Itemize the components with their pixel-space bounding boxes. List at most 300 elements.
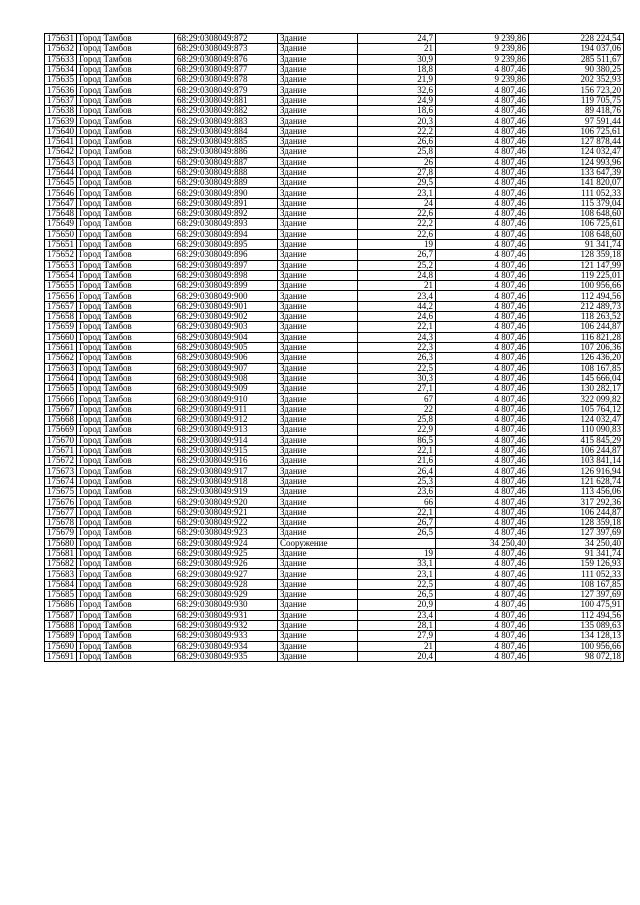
document-page [44, 33, 623, 662]
area-cell: 22,1 [358, 322, 436, 332]
cadastral-value-cell: 112 494,56 [529, 610, 624, 620]
locality-cell: Город Тамбов [77, 631, 175, 641]
table-row [45, 363, 624, 373]
specific-value-cell: 9 239,86 [436, 54, 529, 64]
row-number-cell: 175663 [45, 363, 77, 373]
row-number-cell: 175686 [45, 600, 77, 610]
area-cell: 86,5 [358, 435, 436, 445]
cadastral-value-cell: 118 263,52 [529, 312, 624, 322]
specific-value-cell: 4 807,46 [436, 631, 529, 641]
specific-value-cell: 4 807,46 [436, 301, 529, 311]
row-number-cell: 175667 [45, 404, 77, 414]
specific-value-cell: 4 807,46 [436, 507, 529, 517]
cadastral-number-cell: 68:29:0308049:923 [175, 528, 278, 538]
object-type-cell: Здание [278, 136, 358, 146]
locality-cell: Город Тамбов [77, 136, 175, 146]
cadastral-value-cell: 108 167,85 [529, 363, 624, 373]
cadastral-number-cell: 68:29:0308049:913 [175, 425, 278, 435]
locality-cell: Город Тамбов [77, 414, 175, 424]
cadastral-number-cell: 68:29:0308049:931 [175, 610, 278, 620]
object-type-cell: Здание [278, 620, 358, 630]
area-cell: 29,5 [358, 178, 436, 188]
cadastral-number-cell: 68:29:0308049:885 [175, 136, 278, 146]
table-row [45, 487, 624, 497]
cadastral-value-cell: 145 666,04 [529, 373, 624, 383]
object-type-cell: Здание [278, 342, 358, 352]
cadastral-number-cell: 68:29:0308049:884 [175, 126, 278, 136]
cadastral-value-cell: 111 052,33 [529, 188, 624, 198]
cadastral-number-cell: 68:29:0308049:926 [175, 559, 278, 569]
specific-value-cell: 4 807,46 [436, 404, 529, 414]
table-row [45, 353, 624, 363]
locality-cell: Город Тамбов [77, 435, 175, 445]
locality-cell: Город Тамбов [77, 445, 175, 455]
specific-value-cell: 4 807,46 [436, 136, 529, 146]
locality-cell: Город Тамбов [77, 54, 175, 64]
area-cell: 22 [358, 404, 436, 414]
cadastral-number-cell: 68:29:0308049:915 [175, 445, 278, 455]
object-type-cell: Здание [278, 54, 358, 64]
row-number-cell: 175652 [45, 250, 77, 260]
row-number-cell: 175647 [45, 198, 77, 208]
area-cell: 24,8 [358, 270, 436, 280]
row-number-cell: 175674 [45, 476, 77, 486]
row-number-cell: 175650 [45, 229, 77, 239]
object-type-cell: Здание [278, 209, 358, 219]
cadastral-value-table [44, 33, 624, 662]
row-number-cell: 175648 [45, 209, 77, 219]
cadastral-number-cell: 68:29:0308049:929 [175, 590, 278, 600]
specific-value-cell: 4 807,46 [436, 126, 529, 136]
object-type-cell: Здание [278, 507, 358, 517]
cadastral-value-cell: 156 723,20 [529, 85, 624, 95]
cadastral-value-cell: 106 244,87 [529, 507, 624, 517]
locality-cell: Город Тамбов [77, 312, 175, 322]
cadastral-number-cell: 68:29:0308049:927 [175, 569, 278, 579]
row-number-cell: 175662 [45, 353, 77, 363]
cadastral-number-cell: 68:29:0308049:910 [175, 394, 278, 404]
cadastral-number-cell: 68:29:0308049:924 [175, 538, 278, 548]
locality-cell: Город Тамбов [77, 610, 175, 620]
specific-value-cell: 4 807,46 [436, 64, 529, 74]
table-row [45, 75, 624, 85]
locality-cell: Город Тамбов [77, 517, 175, 527]
area-cell: 23,4 [358, 291, 436, 301]
table-row [45, 34, 624, 44]
cadastral-value-cell: 116 821,28 [529, 332, 624, 342]
locality-cell: Город Тамбов [77, 404, 175, 414]
cadastral-number-cell: 68:29:0308049:921 [175, 507, 278, 517]
cadastral-value-cell: 124 032,47 [529, 414, 624, 424]
row-number-cell: 175672 [45, 456, 77, 466]
specific-value-cell: 4 807,46 [436, 147, 529, 157]
object-type-cell: Здание [278, 270, 358, 280]
table-row [45, 95, 624, 105]
specific-value-cell: 4 807,46 [436, 188, 529, 198]
cadastral-value-cell: 100 956,66 [529, 281, 624, 291]
area-cell: 26,5 [358, 590, 436, 600]
table-row [45, 44, 624, 54]
row-number-cell: 175640 [45, 126, 77, 136]
object-type-cell: Здание [278, 579, 358, 589]
area-cell: 24 [358, 198, 436, 208]
locality-cell: Город Тамбов [77, 126, 175, 136]
specific-value-cell: 4 807,46 [436, 219, 529, 229]
locality-cell: Город Тамбов [77, 157, 175, 167]
specific-value-cell: 4 807,46 [436, 590, 529, 600]
cadastral-value-cell: 121 628,74 [529, 476, 624, 486]
area-cell: 21,6 [358, 456, 436, 466]
row-number-cell: 175643 [45, 157, 77, 167]
cadastral-number-cell: 68:29:0308049:876 [175, 54, 278, 64]
area-cell: 23,4 [358, 610, 436, 620]
area-cell: 26,7 [358, 250, 436, 260]
object-type-cell: Здание [278, 85, 358, 95]
row-number-cell: 175633 [45, 54, 77, 64]
table-row [45, 507, 624, 517]
area-cell: 30,9 [358, 54, 436, 64]
object-type-cell: Здание [278, 384, 358, 394]
locality-cell: Город Тамбов [77, 250, 175, 260]
row-number-cell: 175632 [45, 44, 77, 54]
specific-value-cell: 4 807,46 [436, 559, 529, 569]
cadastral-value-cell: 90 380,25 [529, 64, 624, 74]
specific-value-cell: 4 807,46 [436, 487, 529, 497]
specific-value-cell: 4 807,46 [436, 456, 529, 466]
locality-cell: Город Тамбов [77, 34, 175, 44]
locality-cell: Город Тамбов [77, 116, 175, 126]
cadastral-value-cell: 317 292,36 [529, 497, 624, 507]
object-type-cell: Здание [278, 219, 358, 229]
area-cell: 32,6 [358, 85, 436, 95]
table-row [45, 167, 624, 177]
object-type-cell: Здание [278, 353, 358, 363]
object-type-cell: Здание [278, 178, 358, 188]
specific-value-cell: 4 807,46 [436, 445, 529, 455]
object-type-cell: Здание [278, 497, 358, 507]
object-type-cell: Здание [278, 548, 358, 558]
locality-cell: Город Тамбов [77, 167, 175, 177]
table-row [45, 404, 624, 414]
area-cell: 30,3 [358, 373, 436, 383]
table-row [45, 198, 624, 208]
specific-value-cell: 4 807,46 [436, 342, 529, 352]
cadastral-value-cell: 107 206,36 [529, 342, 624, 352]
object-type-cell: Здание [278, 126, 358, 136]
row-number-cell: 175642 [45, 147, 77, 157]
specific-value-cell: 4 807,46 [436, 312, 529, 322]
table-body [45, 34, 624, 662]
cadastral-number-cell: 68:29:0308049:886 [175, 147, 278, 157]
cadastral-value-cell: 322 099,82 [529, 394, 624, 404]
row-number-cell: 175659 [45, 322, 77, 332]
table-row [45, 342, 624, 352]
specific-value-cell: 4 807,46 [436, 332, 529, 342]
cadastral-value-cell: 127 397,69 [529, 528, 624, 538]
object-type-cell: Здание [278, 322, 358, 332]
cadastral-number-cell: 68:29:0308049:912 [175, 414, 278, 424]
table-row [45, 620, 624, 630]
cadastral-value-cell: 115 379,04 [529, 198, 624, 208]
row-number-cell: 175636 [45, 85, 77, 95]
row-number-cell: 175675 [45, 487, 77, 497]
area-cell: 21 [358, 641, 436, 651]
specific-value-cell: 4 807,46 [436, 373, 529, 383]
row-number-cell: 175665 [45, 384, 77, 394]
cadastral-number-cell: 68:29:0308049:891 [175, 198, 278, 208]
area-cell: 22,2 [358, 219, 436, 229]
cadastral-number-cell: 68:29:0308049:922 [175, 517, 278, 527]
cadastral-number-cell: 68:29:0308049:925 [175, 548, 278, 558]
specific-value-cell: 4 807,46 [436, 600, 529, 610]
object-type-cell: Сооружение [278, 538, 358, 548]
table-row [45, 590, 624, 600]
table-row [45, 610, 624, 620]
cadastral-value-cell: 113 456,06 [529, 487, 624, 497]
table-row [45, 517, 624, 527]
cadastral-value-cell: 100 475,91 [529, 600, 624, 610]
locality-cell: Город Тамбов [77, 64, 175, 74]
object-type-cell: Здание [278, 559, 358, 569]
cadastral-number-cell: 68:29:0308049:882 [175, 106, 278, 116]
cadastral-number-cell: 68:29:0308049:889 [175, 178, 278, 188]
object-type-cell: Здание [278, 106, 358, 116]
area-cell: 44,2 [358, 301, 436, 311]
cadastral-number-cell: 68:29:0308049:898 [175, 270, 278, 280]
locality-cell: Город Тамбов [77, 332, 175, 342]
area-cell: 18,8 [358, 64, 436, 74]
table-row [45, 548, 624, 558]
object-type-cell: Здание [278, 291, 358, 301]
table-row [45, 209, 624, 219]
cadastral-number-cell: 68:29:0308049:881 [175, 95, 278, 105]
object-type-cell: Здание [278, 281, 358, 291]
area-cell: 24,9 [358, 95, 436, 105]
cadastral-number-cell: 68:29:0308049:883 [175, 116, 278, 126]
cadastral-number-cell: 68:29:0308049:901 [175, 301, 278, 311]
cadastral-value-cell: 119 225,01 [529, 270, 624, 280]
specific-value-cell: 4 807,46 [436, 281, 529, 291]
cadastral-value-cell: 285 511,67 [529, 54, 624, 64]
table-row [45, 250, 624, 260]
object-type-cell: Здание [278, 64, 358, 74]
specific-value-cell: 9 239,86 [436, 44, 529, 54]
locality-cell: Город Тамбов [77, 384, 175, 394]
locality-cell: Город Тамбов [77, 538, 175, 548]
area-cell: 23,1 [358, 569, 436, 579]
area-cell: 27,9 [358, 631, 436, 641]
cadastral-value-cell: 121 147,99 [529, 260, 624, 270]
locality-cell: Город Тамбов [77, 178, 175, 188]
object-type-cell: Здание [278, 198, 358, 208]
row-number-cell: 175641 [45, 136, 77, 146]
locality-cell: Город Тамбов [77, 641, 175, 651]
table-row [45, 147, 624, 157]
row-number-cell: 175676 [45, 497, 77, 507]
row-number-cell: 175658 [45, 312, 77, 322]
locality-cell: Город Тамбов [77, 353, 175, 363]
cadastral-value-cell: 106 725,61 [529, 126, 624, 136]
object-type-cell: Здание [278, 425, 358, 435]
table-row [45, 569, 624, 579]
cadastral-number-cell: 68:29:0308049:872 [175, 34, 278, 44]
cadastral-number-cell: 68:29:0308049:894 [175, 229, 278, 239]
object-type-cell: Здание [278, 414, 358, 424]
cadastral-number-cell: 68:29:0308049:899 [175, 281, 278, 291]
table-row [45, 394, 624, 404]
cadastral-number-cell: 68:29:0308049:904 [175, 332, 278, 342]
specific-value-cell: 4 807,46 [436, 229, 529, 239]
specific-value-cell: 4 807,46 [436, 569, 529, 579]
locality-cell: Город Тамбов [77, 425, 175, 435]
object-type-cell: Здание [278, 569, 358, 579]
table-row [45, 641, 624, 651]
row-number-cell: 175646 [45, 188, 77, 198]
cadastral-number-cell: 68:29:0308049:928 [175, 579, 278, 589]
row-number-cell: 175635 [45, 75, 77, 85]
table-row [45, 270, 624, 280]
cadastral-number-cell: 68:29:0308049:878 [175, 75, 278, 85]
area-cell: 20,4 [358, 651, 436, 661]
area-cell: 26,4 [358, 466, 436, 476]
locality-cell: Город Тамбов [77, 95, 175, 105]
locality-cell: Город Тамбов [77, 620, 175, 630]
area-cell [358, 538, 436, 548]
specific-value-cell: 4 807,46 [436, 198, 529, 208]
locality-cell: Город Тамбов [77, 229, 175, 239]
specific-value-cell: 4 807,46 [436, 239, 529, 249]
cadastral-value-cell: 108 648,60 [529, 209, 624, 219]
row-number-cell: 175654 [45, 270, 77, 280]
locality-cell: Город Тамбов [77, 394, 175, 404]
locality-cell: Город Тамбов [77, 219, 175, 229]
table-row [45, 116, 624, 126]
cadastral-number-cell: 68:29:0308049:919 [175, 487, 278, 497]
cadastral-value-cell: 228 224,54 [529, 34, 624, 44]
table-row [45, 435, 624, 445]
table-row [45, 85, 624, 95]
row-number-cell: 175637 [45, 95, 77, 105]
area-cell: 26,7 [358, 517, 436, 527]
row-number-cell: 175681 [45, 548, 77, 558]
row-number-cell: 175683 [45, 569, 77, 579]
table-row [45, 579, 624, 589]
table-row [45, 651, 624, 661]
specific-value-cell: 4 807,46 [436, 517, 529, 527]
cadastral-number-cell: 68:29:0308049:890 [175, 188, 278, 198]
area-cell: 67 [358, 394, 436, 404]
specific-value-cell: 4 807,46 [436, 466, 529, 476]
object-type-cell: Здание [278, 34, 358, 44]
area-cell: 22,3 [358, 342, 436, 352]
table-row [45, 538, 624, 548]
locality-cell: Город Тамбов [77, 291, 175, 301]
cadastral-number-cell: 68:29:0308049:933 [175, 631, 278, 641]
table-row [45, 425, 624, 435]
row-number-cell: 175645 [45, 178, 77, 188]
locality-cell: Город Тамбов [77, 600, 175, 610]
row-number-cell: 175673 [45, 466, 77, 476]
locality-cell: Город Тамбов [77, 188, 175, 198]
object-type-cell: Здание [278, 147, 358, 157]
table-row [45, 188, 624, 198]
area-cell: 26,6 [358, 136, 436, 146]
area-cell: 24,7 [358, 34, 436, 44]
locality-cell: Город Тамбов [77, 590, 175, 600]
object-type-cell: Здание [278, 445, 358, 455]
row-number-cell: 175669 [45, 425, 77, 435]
table-row [45, 136, 624, 146]
table-row [45, 600, 624, 610]
area-cell: 22,1 [358, 445, 436, 455]
row-number-cell: 175651 [45, 239, 77, 249]
row-number-cell: 175689 [45, 631, 77, 641]
row-number-cell: 175670 [45, 435, 77, 445]
area-cell: 24,6 [358, 312, 436, 322]
locality-cell: Город Тамбов [77, 487, 175, 497]
cadastral-value-cell: 202 352,93 [529, 75, 624, 85]
row-number-cell: 175688 [45, 620, 77, 630]
specific-value-cell: 4 807,46 [436, 353, 529, 363]
locality-cell: Город Тамбов [77, 569, 175, 579]
specific-value-cell: 4 807,46 [436, 620, 529, 630]
area-cell: 20,3 [358, 116, 436, 126]
table-row [45, 528, 624, 538]
object-type-cell: Здание [278, 363, 358, 373]
specific-value-cell: 4 807,46 [436, 548, 529, 558]
area-cell: 21 [358, 281, 436, 291]
cadastral-value-cell: 108 648,60 [529, 229, 624, 239]
object-type-cell: Здание [278, 631, 358, 641]
specific-value-cell: 34 250,40 [436, 538, 529, 548]
specific-value-cell: 4 807,46 [436, 157, 529, 167]
area-cell: 22,2 [358, 126, 436, 136]
object-type-cell: Здание [278, 75, 358, 85]
row-number-cell: 175668 [45, 414, 77, 424]
cadastral-value-cell: 415 845,29 [529, 435, 624, 445]
locality-cell: Город Тамбов [77, 559, 175, 569]
cadastral-value-cell: 127 397,69 [529, 590, 624, 600]
locality-cell: Город Тамбов [77, 301, 175, 311]
row-number-cell: 175634 [45, 64, 77, 74]
table-row [45, 312, 624, 322]
area-cell: 27,1 [358, 384, 436, 394]
area-cell: 22,1 [358, 507, 436, 517]
row-number-cell: 175656 [45, 291, 77, 301]
locality-cell: Город Тамбов [77, 209, 175, 219]
table-row [45, 281, 624, 291]
locality-cell: Город Тамбов [77, 651, 175, 661]
area-cell: 24,3 [358, 332, 436, 342]
row-number-cell: 175655 [45, 281, 77, 291]
cadastral-value-cell: 124 032,47 [529, 147, 624, 157]
table-row [45, 414, 624, 424]
row-number-cell: 175631 [45, 34, 77, 44]
table-row [45, 291, 624, 301]
area-cell: 18,6 [358, 106, 436, 116]
cadastral-value-cell: 159 126,93 [529, 559, 624, 569]
row-number-cell: 175644 [45, 167, 77, 177]
row-number-cell: 175661 [45, 342, 77, 352]
object-type-cell: Здание [278, 476, 358, 486]
cadastral-value-cell: 130 282,17 [529, 384, 624, 394]
cadastral-number-cell: 68:29:0308049:897 [175, 260, 278, 270]
object-type-cell: Здание [278, 229, 358, 239]
area-cell: 25,8 [358, 414, 436, 424]
cadastral-number-cell: 68:29:0308049:895 [175, 239, 278, 249]
cadastral-number-cell: 68:29:0308049:909 [175, 384, 278, 394]
area-cell: 21 [358, 44, 436, 54]
